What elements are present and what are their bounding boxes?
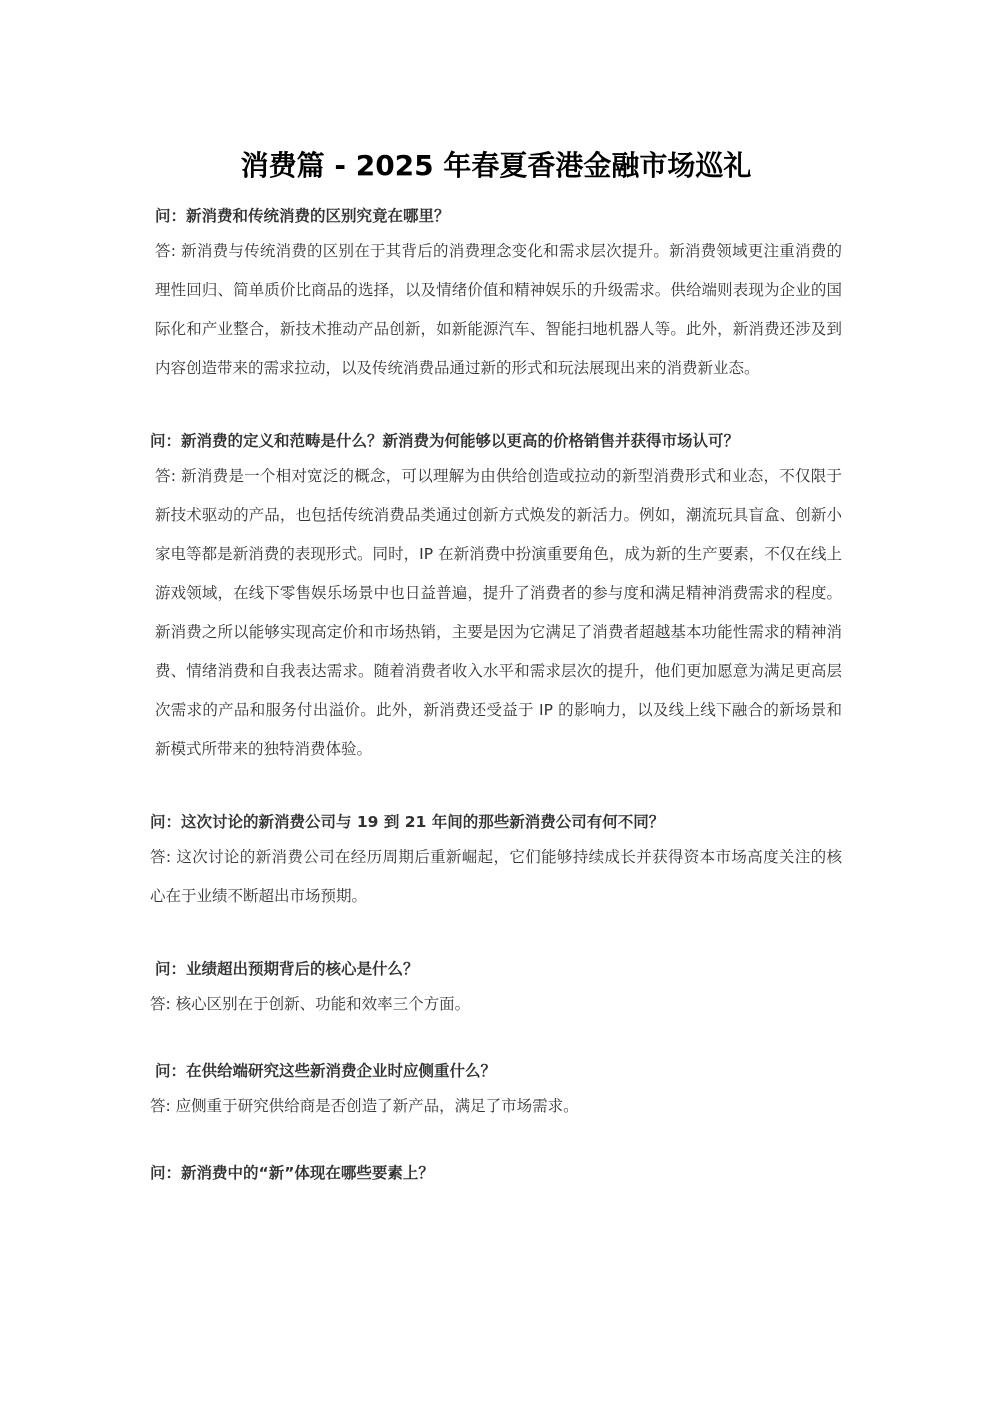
answer-2: 答: 新消费是一个相对宽泛的概念，可以理解为由供给创造或拉动的新型消费形式和业态，不仅限于新技术驱动的产品，也包括传统消费品类通过创新方式焕发的新活力。例如，潮流玩具盲盒、创新小家电等都是新消费的表现形式。同时，IP 在新消费中扮演重要角色，成为新的生产要素，不仅在线上游戏领域，在线下零售娱乐场景中也日益普遍，提升了消费者的参与度和满足精神消费需求的程度。新消费之所以能够实现高定价和市场热销，主要是因为它满足了消费者超越基本功能性需求的精神消费、情绪消费和自我表达需求。随着消费者收入水平和需求层次的提升，他们更加愿意为满足更高层次需求的产品和服务付出溢价。此外，新消费还受益于 IP 的影响力，以及线上线下融合的新场景和新模式所带来的独特消费体验。 [155, 467, 842, 758]
page-title: 消费篇 - 2025 年春夏香港金融市场巡礼 [240, 149, 752, 182]
question-4: 问：业绩超出预期背后的核心是什么？ [155, 960, 419, 978]
spacer [150, 769, 842, 806]
spacer [150, 1024, 842, 1055]
question-1: 问：新消费和传统消费的区别究竟在哪里？ [155, 207, 450, 225]
spacer [150, 916, 842, 953]
question-5: 问：在供给端研究这些新消费企业时应侧重什么？ [155, 1062, 497, 1080]
question-6: 问：新消费中的“新”体现在哪些要素上？ [150, 1164, 434, 1182]
question-3: 问：这次讨论的新消费公司与 19 到 21 年间的那些新消费公司有何不同？ [150, 813, 665, 831]
answer-3: 答: 这次讨论的新消费公司在经历周期后重新崛起，它们能够持续成长并获得资本市场高度关注的核心在于业绩不断超出市场预期。 [150, 848, 842, 905]
spacer [150, 1126, 842, 1157]
answer-1: 答: 新消费与传统消费的区别在于其背后的消费理念变化和需求层次提升。新消费领域更注重消费的理性回归、简单质价比商品的选择，以及情绪价值和精神娱乐的升级需求。供给端则表现为企业的国际化和产业整合，新技术推动产品创新，如新能源汽车、智能扫地机器人等。此外，新消费还涉及到内容创造带来的需求拉动，以及传统消费品通过新的形式和玩法展现出来的消费新业态。 [155, 242, 842, 377]
qa-content [150, 200, 842, 1189]
answer-4: 答: 核心区别在于创新、功能和效率三个方面。 [150, 995, 471, 1013]
answer-5: 答: 应侧重于研究供给商是否创造了新产品，满足了市场需求。 [150, 1097, 579, 1115]
question-2: 问：新消费的定义和范畴是什么？新消费为何能够以更高的价格销售并获得市场认可？ [150, 432, 740, 450]
spacer [150, 388, 842, 425]
